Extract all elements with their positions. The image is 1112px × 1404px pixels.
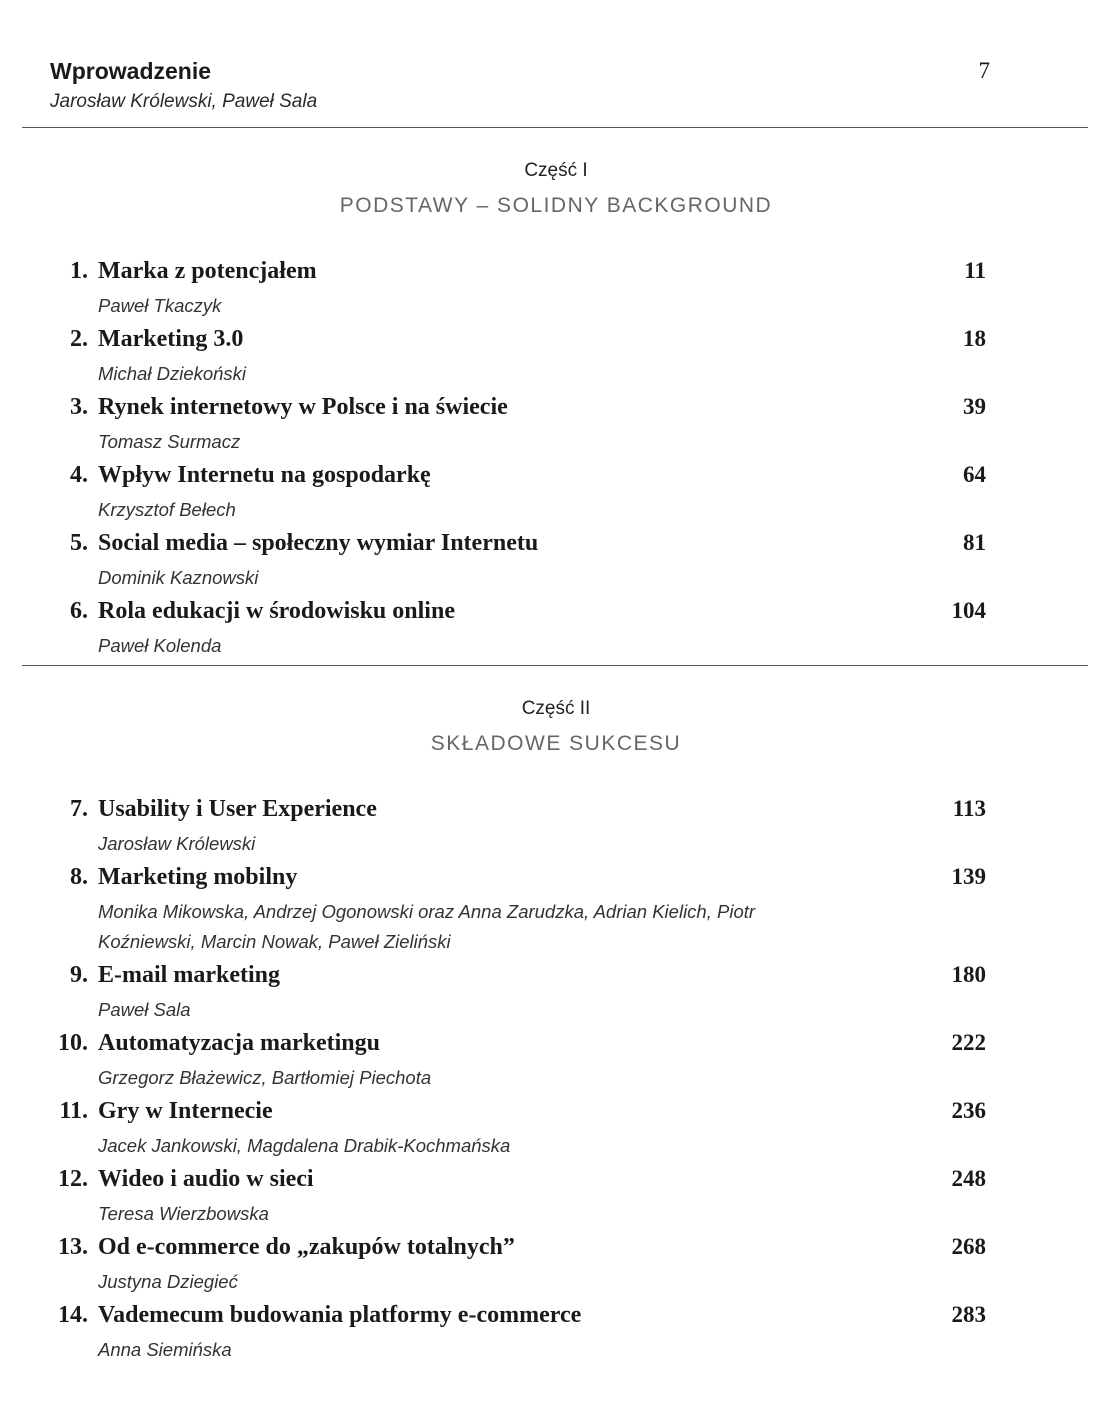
- chapter-number: 6.: [70, 598, 88, 624]
- chapter-authors: Paweł Kolenda: [98, 635, 222, 656]
- chapter-page-number: 248: [951, 1166, 986, 1191]
- chapter-entry: [0, 1302, 1112, 1370]
- chapter-authors: Krzysztof Bełech: [98, 499, 236, 520]
- chapter-page-number: 104: [951, 598, 986, 623]
- part-1-chapter-list: [0, 258, 1112, 666]
- chapter-entry: [0, 1098, 1112, 1166]
- chapter-entry: [0, 1166, 1112, 1234]
- chapter-number: 2.: [70, 326, 88, 352]
- chapter-page-number: 18: [963, 326, 986, 351]
- chapter-title: Od e-commerce do „zakupów totalnych”: [98, 1234, 515, 1260]
- part-1-heading: [0, 160, 1112, 218]
- part-title: SKŁADOWE SUKCESU: [430, 732, 682, 755]
- chapter-number: 8.: [70, 864, 88, 890]
- chapter-authors: Paweł Tkaczyk: [98, 295, 222, 316]
- chapter-title: Automatyzacja marketingu: [98, 1030, 380, 1056]
- chapter-title: Social media – społeczny wymiar Internetu: [98, 530, 539, 556]
- part-2-heading: [0, 698, 1112, 756]
- chapter-number: 1.: [70, 258, 88, 284]
- chapter-title: Gry w Internecie: [98, 1098, 273, 1124]
- chapter-page-number: 139: [951, 864, 986, 889]
- chapter-entry: [0, 258, 1112, 326]
- chapter-title: Wpływ Internetu na gospodarkę: [98, 462, 431, 488]
- chapter-entry: [0, 394, 1112, 462]
- intro-title: Wprowadzenie: [50, 58, 212, 84]
- chapter-number: 5.: [70, 530, 88, 556]
- chapter-title: Vademecum budowania platformy e-commerce: [98, 1302, 582, 1328]
- part-number: Część II: [521, 698, 591, 719]
- chapter-title: E-mail marketing: [98, 962, 280, 988]
- chapter-page-number: 180: [951, 962, 986, 987]
- divider: [22, 665, 1088, 666]
- chapter-page-number: 39: [963, 394, 986, 419]
- chapter-entry: [0, 1030, 1112, 1098]
- chapter-entry: [0, 462, 1112, 530]
- chapter-entry: [0, 864, 1112, 962]
- chapter-page-number: 64: [963, 462, 986, 487]
- part-2-chapter-list: [0, 796, 1112, 1370]
- chapter-title: Marketing mobilny: [98, 864, 298, 890]
- chapter-number: 7.: [70, 796, 88, 822]
- intro-authors: Jarosław Królewski, Paweł Sala: [50, 91, 318, 112]
- chapter-title: Rynek internetowy w Polsce i na świecie: [98, 394, 508, 420]
- chapter-page-number: 11: [964, 258, 986, 283]
- chapter-authors: Dominik Kaznowski: [98, 567, 259, 588]
- chapter-title: Usability i User Experience: [98, 796, 377, 822]
- part-title: PODSTAWY – SOLIDNY BACKGROUND: [339, 194, 773, 217]
- chapter-page-number: 236: [951, 1098, 986, 1123]
- chapter-entry: [0, 598, 1112, 666]
- part-number: Część I: [524, 160, 588, 181]
- chapter-authors: Jacek Jankowski, Magdalena Drabik-Kochmańska: [98, 1135, 511, 1156]
- chapter-authors: Grzegorz Błażewicz, Bartłomiej Piechota: [98, 1067, 432, 1088]
- chapter-authors: Tomasz Surmacz: [98, 431, 241, 452]
- chapter-authors: Michał Dziekoński: [98, 363, 247, 384]
- chapter-entry: [0, 1234, 1112, 1302]
- chapter-entry: [0, 796, 1112, 864]
- chapter-page-number: 113: [952, 796, 986, 821]
- chapter-authors: Justyna Dziegieć: [98, 1271, 238, 1292]
- divider: [22, 127, 1088, 128]
- chapter-number: 4.: [70, 462, 88, 488]
- chapter-page-number: 283: [951, 1302, 986, 1327]
- chapter-title: Wideo i audio w sieci: [98, 1166, 314, 1192]
- chapter-entry: [0, 530, 1112, 598]
- chapter-title: Marka z potencjałem: [98, 258, 317, 284]
- chapter-number: 14.: [58, 1302, 88, 1328]
- chapter-entry: [0, 326, 1112, 394]
- chapter-number: 11.: [59, 1098, 88, 1124]
- chapter-number: 13.: [58, 1234, 88, 1260]
- chapter-authors: Anna Siemińska: [98, 1339, 232, 1360]
- chapter-entry: [0, 962, 1112, 1030]
- chapter-title: Rola edukacji w środowisku online: [98, 598, 455, 624]
- chapter-title: Marketing 3.0: [98, 326, 244, 352]
- chapter-authors: Paweł Sala: [98, 999, 191, 1020]
- intro-entry: [50, 58, 990, 113]
- chapter-number: 12.: [58, 1166, 88, 1192]
- chapter-number: 9.: [70, 962, 88, 988]
- chapter-authors: Teresa Wierzbowska: [98, 1203, 269, 1224]
- intro-page-number: 7: [978, 58, 990, 83]
- chapter-authors: Jarosław Królewski: [98, 833, 256, 854]
- chapter-authors: Monika Mikowska, Andrzej Ogonowski oraz Anna Zarudzka, Adrian Kielich, Piotr Koźniewski, Marcin Nowak, Paweł Zieliński: [98, 901, 756, 952]
- chapter-page-number: 81: [963, 530, 986, 555]
- chapter-number: 3.: [70, 394, 88, 420]
- chapter-page-number: 222: [951, 1030, 986, 1055]
- chapter-page-number: 268: [951, 1234, 986, 1259]
- chapter-number: 10.: [58, 1030, 88, 1056]
